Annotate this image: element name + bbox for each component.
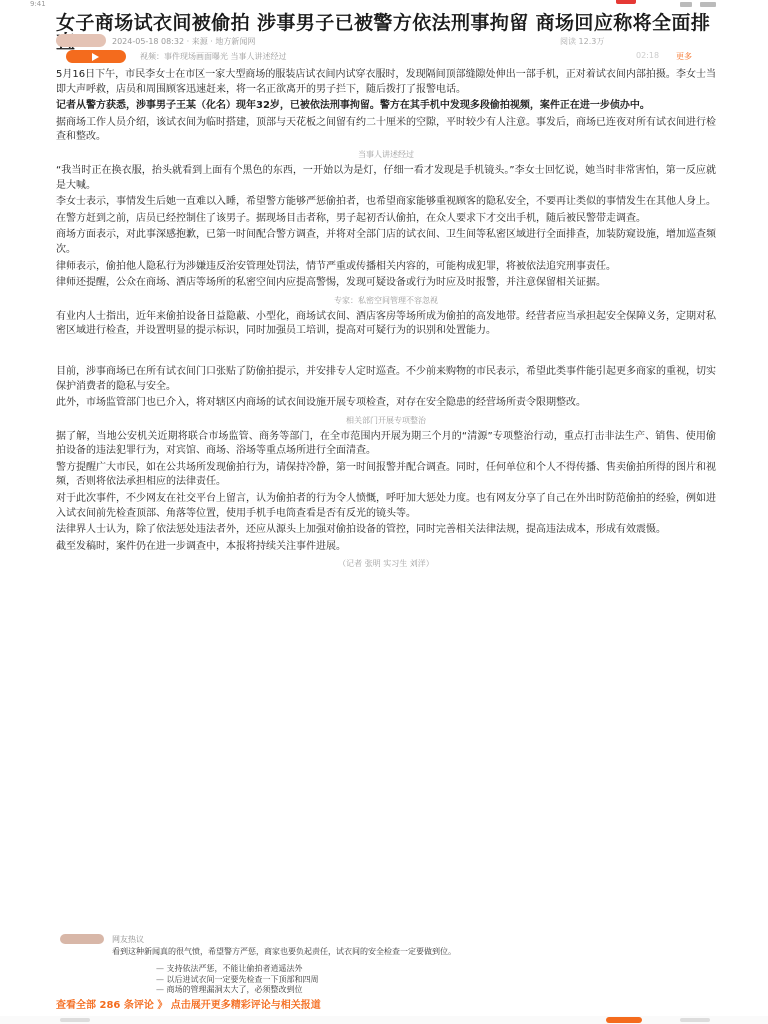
article-paragraph: 目前，涉事商场已在所有试衣间门口张贴了防偷拍提示，并安排专人定时巡查。不少前来购物的市民表示，希望此类事件能引起更多商家的重视，切实保护消费者的隐私与安全。 <box>56 365 716 392</box>
video-more-link[interactable]: 更多 <box>676 52 692 61</box>
battery-icon <box>700 2 716 7</box>
section-subheading: 相关部门开展专项整治 <box>346 415 426 425</box>
video-duration: 02:18 <box>636 51 660 60</box>
share-button[interactable] <box>606 1017 642 1023</box>
more-icon[interactable] <box>680 1018 710 1022</box>
article-paragraph: 据了解，当地公安机关近期将联合市场监管、商务等部门，在全市范围内开展为期三个月的“清源”专项整治行动，重点打击非法生产、销售、使用偷拍设备的违法犯罪行为，对宾馆、商场、浴场等重点场所进行全面清查。 <box>56 430 716 457</box>
back-icon[interactable] <box>60 1018 90 1022</box>
section-subheading: 专家：私密空间管理不容忽视 <box>334 295 438 305</box>
reply-text: 以后进试衣间一定要先检查一下顶部和四周 <box>166 974 319 984</box>
commenter-name[interactable]: 网友热议 <box>112 935 144 944</box>
play-icon <box>92 53 99 61</box>
play-button[interactable] <box>66 50 126 63</box>
article-paragraph: 律师表示，偷拍他人隐私行为涉嫌违反治安管理处罚法，情节严重或传播相关内容的，可能构成犯罪，将被依法追究刑事责任。 <box>56 260 616 272</box>
video-row[interactable] <box>56 48 716 64</box>
read-count: 阅读 12.3万 <box>560 37 605 46</box>
page-title: 女子商场试衣间被偷拍 涉事男子已被警方依法刑事拘留 商场回应称将全面排 <box>56 12 711 34</box>
article-paragraph: 李女士表示，事情发生后她一直难以入睡，希望警方能够严惩偷拍者，也希望商家能够重视顾客的隐私安全，不要再让类似的事情发生在其他人身上。 <box>56 196 716 208</box>
network-indicator-icon <box>616 0 636 4</box>
article-paragraph: 据商场工作人员介绍，该试衣间为临时搭建，顶部与天花板之间留有约二十厘米的空隙，平时较少有人注意。事发后，商场已连夜对所有试衣间进行检查和整改。 <box>56 116 716 143</box>
article-paragraph: 商场方面表示，对此事深感抱歉，已第一时间配合警方调查，并将对全部门店的试衣间、卫生间等私密区域进行全面排查，加装防窥设施，增加巡查频次。 <box>56 229 716 255</box>
comment-replies <box>156 964 716 996</box>
article-body <box>56 68 716 573</box>
comment-text: 看到这种新闻真的很气愤，希望警方严惩，商家也要负起责任，试衣间的安全检查一定要做到位。 <box>112 947 456 956</box>
reply-dash: — <box>156 985 167 994</box>
comment-reply <box>156 985 716 996</box>
reply-dash: — <box>156 964 167 973</box>
article-paragraph: 在警方赶到之前，店员已经控制住了该男子。据现场目击者称，男子起初否认偷拍，在众人要求下才交出手机，随后被民警带走调查。 <box>56 212 646 224</box>
article-paragraph: 对于此次事件，不少网友在社交平台上留言，认为偷拍者的行为令人愤慨，呼吁加大惩处力度。也有网友分享了自己在外出时防范偷拍的经验，例如进入试衣间前先检查顶部、角落等位置，使用手机手电筒查看是否有反光的镜头等。 <box>56 493 716 519</box>
paragraph-spacer <box>56 341 716 365</box>
article-paragraph: 记者从警方获悉，涉事男子王某（化名）现年32岁，已被依法刑事拘留。警方在其手机中发现多段偷拍视频，案件正在进一步侦办中。 <box>56 100 650 112</box>
comment-reply <box>156 964 716 975</box>
article-paragraph: 警方提醒广大市民，如在公共场所发现偷拍行为，请保持冷静，第一时间报警并配合调查。同时，任何单位和个人不得传播、售卖偷拍所得的图片和视频，否则将依法承担相应的法律责任。 <box>56 461 716 488</box>
article-paragraph: 律师还提醒，公众在商场、酒店等场所的私密空间内应提高警惕，发现可疑设备或行为时应及时报警，并注意保留相关证据。 <box>56 277 606 289</box>
section-subheading: （记者 张明 实习生 刘洋） <box>338 559 434 569</box>
author-avatar[interactable] <box>56 34 106 47</box>
article-paragraph: 此外，市场监管部门也已介入，将对辖区内商场的试衣间设施开展专项检查，对存在安全隐患的经营场所责令限期整改。 <box>56 397 586 409</box>
article-paragraph: 有业内人士指出，近年来偷拍设备日益隐蔽、小型化，商场试衣间、酒店客房等场所成为偷拍的高发地带。经营者应当承担起安全保障义务，定期对私密区域进行检查，并设置明显的提示标识，同时加强员工培训，提高对可疑行为的识别和处置能力。 <box>56 310 716 337</box>
bottom-toolbar <box>0 1016 768 1024</box>
video-title[interactable]: 视频：事件现场画面曝光 当事人讲述经过 <box>140 52 287 61</box>
reply-text: 商场的管理漏洞太大了，必须整改到位 <box>166 985 303 994</box>
reply-text: 支持依法严惩，不能让偷拍者逍遥法外 <box>166 964 303 973</box>
status-time: 9:41 <box>30 0 46 8</box>
commenter-avatar[interactable] <box>60 934 104 944</box>
article-paragraph: 法律界人士认为，除了依法惩处违法者外，还应从源头上加强对偷拍设备的管控，同时完善相关法律法规，提高违法成本，形成有效震慑。 <box>56 524 666 536</box>
view-all-comments-link[interactable]: 查看全部 286 条评论 》 点击展开更多精彩评论与相关报道 <box>56 1000 321 1011</box>
status-bar <box>0 0 768 12</box>
article-meta: 2024-05-18 08:32 · 来源 · 地方新闻网 <box>112 37 256 46</box>
reply-dash: — <box>156 974 167 984</box>
comment-reply <box>156 975 716 986</box>
article-paragraph: 5月16日下午，市民李女士在市区一家大型商场的服装店试衣间内试穿衣服时，发现隔间顶部缝隙处伸出一部手机，正对着试衣间内部拍摄。李女士当即大声呼救，店员和周围顾客迅速赶来，将一名正欲离开的男子拦下，随后拨打了报警电话。 <box>56 69 716 95</box>
article-paragraph: 截至发稿时，案件仍在进一步调查中，本报将持续关注事件进展。 <box>56 540 346 552</box>
wifi-icon <box>680 2 692 7</box>
section-subheading: 当事人讲述经过 <box>358 149 414 159</box>
article-paragraph: “我当时正在换衣服，抬头就看到上面有个黑色的东西，一开始以为是灯，仔细一看才发现是手机镜头。”李女士回忆说，她当时非常害怕，第一反应就是大喊。 <box>56 164 716 191</box>
